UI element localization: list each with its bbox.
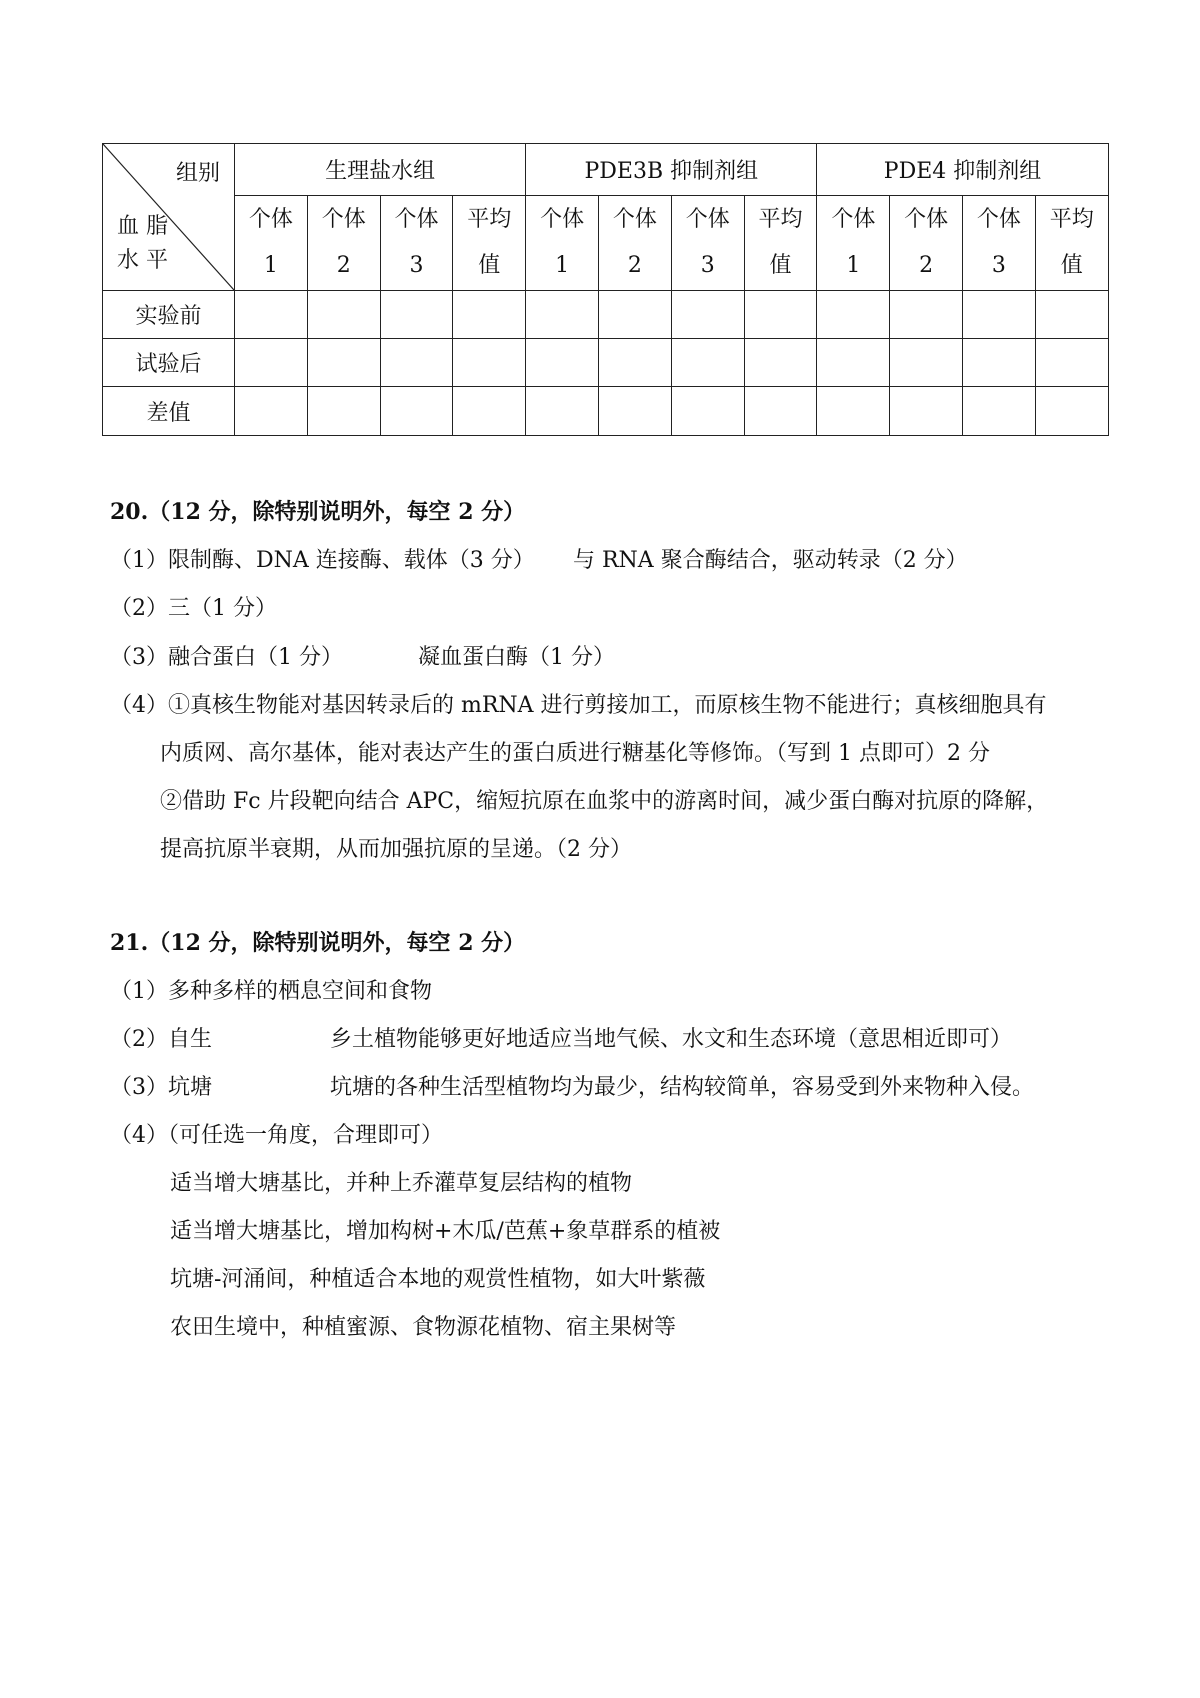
table-cell (526, 291, 599, 339)
table-cell (744, 339, 817, 387)
sub-header-row (103, 196, 1109, 291)
group-header-pde4: PDE4 抑制剂组 (817, 144, 1108, 196)
table-cell (744, 387, 817, 436)
q20-answer-4d: 提高抗原半衰期，从而加强抗原的呈递。（2 分） (160, 837, 632, 862)
table-cell (235, 387, 308, 436)
sub-header-cell: 个体 2 (307, 196, 380, 291)
table-cell (1035, 339, 1108, 387)
table-cell (380, 387, 453, 436)
table-cell (963, 339, 1036, 387)
q21-answer-4: （4）（可任选一角度，合理即可） (110, 1123, 443, 1148)
q20-answer-3a: （3）融合蛋白（1 分） (110, 645, 343, 670)
table-cell (890, 291, 963, 339)
sub-header-cell: 个体 2 (890, 196, 963, 291)
q20-answer-4c: ②借助 Fc 片段靶向结合 APC，缩短抗原在血浆中的游离时间，减少蛋白酶对抗原的降解， (160, 789, 1049, 814)
table-cell (453, 291, 526, 339)
table-corner-cell (103, 144, 235, 291)
table-cell (599, 339, 672, 387)
sub-header-cell: 个体 3 (671, 196, 744, 291)
table-cell (599, 387, 672, 436)
q21-answer-2a: （2）自生 (110, 1027, 212, 1052)
q21-option: 坑塘-河涌间，种植适合本地的观赏性植物，如大叶紫薇 (170, 1267, 706, 1292)
table-cell (453, 387, 526, 436)
sub-header-cell: 个体 2 (599, 196, 672, 291)
table-cell (453, 339, 526, 387)
sub-header-cell: 个体 3 (963, 196, 1036, 291)
table-cell (744, 291, 817, 339)
table-row (103, 291, 1109, 339)
table-cell (526, 387, 599, 436)
table-cell (380, 291, 453, 339)
q20-answer-4a: （4）①真核生物能对基因转录后的 mRNA 进行剪接加工，而原核生物不能进行；真核细胞具有 (110, 693, 1047, 718)
q20-answer-1b: 与 RNA 聚合酶结合，驱动转录（2 分） (573, 548, 968, 573)
sub-header-cell: 平均 值 (453, 196, 526, 291)
q21-answer-2b: 乡土植物能够更好地适应当地气候、水文和生态环境（意思相近即可） (330, 1027, 1013, 1052)
q20-answer-4b: 内质网、高尔基体，能对表达产生的蛋白质进行糖基化等修饰。（写到 1 点即可）2 分 (160, 741, 990, 766)
table-cell (963, 291, 1036, 339)
sub-header-cell: 平均 值 (744, 196, 817, 291)
table-cell (890, 339, 963, 387)
sub-header-cell: 个体 1 (235, 196, 308, 291)
q20-answer-2: （2）三（1 分） (110, 596, 277, 621)
q21-answer-1: （1）多种多样的栖息空间和食物 (110, 979, 432, 1004)
q21-option: 适当增大塘基比，增加构树+木瓜/芭蕉+象草群系的植被 (170, 1219, 721, 1244)
table-cell (526, 339, 599, 387)
q20-answer-1a: （1）限制酶、DNA 连接酶、载体（3 分） (110, 548, 535, 573)
table-cell (307, 387, 380, 436)
table-cell (1035, 387, 1108, 436)
table-cell (671, 339, 744, 387)
corner-group-label: 组别 (175, 161, 220, 186)
table-cell (671, 387, 744, 436)
table-cell (307, 339, 380, 387)
table-cell (817, 339, 890, 387)
table-cell (817, 387, 890, 436)
row-label-difference: 差值 (103, 387, 235, 436)
table-cell (307, 291, 380, 339)
row-label-after: 试验后 (103, 339, 235, 387)
blood-lipid-table (102, 143, 1109, 436)
corner-lipid-label: 血 脂 水 平 (117, 214, 168, 273)
sub-header-cell: 个体 1 (526, 196, 599, 291)
sub-header-cell: 平均 值 (1035, 196, 1108, 291)
sub-header-cell: 个体 3 (380, 196, 453, 291)
sub-header-cell: 个体 1 (817, 196, 890, 291)
table-cell (817, 291, 890, 339)
group-header-saline: 生理盐水组 (235, 144, 526, 196)
row-label-before: 实验前 (103, 291, 235, 339)
table-cell (890, 387, 963, 436)
table-cell (235, 291, 308, 339)
table-cell (599, 291, 672, 339)
q21-answer-3a: （3）坑塘 (110, 1075, 212, 1100)
table-cell (380, 339, 453, 387)
q21-option: 农田生境中，种植蜜源、食物源花植物、宿主果树等 (170, 1315, 677, 1340)
table-cell (963, 387, 1036, 436)
table-row (103, 339, 1109, 387)
q20-answer-3b: 凝血蛋白酶（1 分） (418, 645, 615, 670)
q21-option: 适当增大塘基比，并种上乔灌草复层结构的植物 (170, 1171, 633, 1196)
table-cell (1035, 291, 1108, 339)
group-header-pde3b: PDE3B 抑制剂组 (526, 144, 817, 196)
q21-title: 21.（12 分，除特别说明外，每空 2 分） (110, 930, 526, 956)
table-cell (235, 339, 308, 387)
q21-answer-3b: 坑塘的各种生活型植物均为最少，结构较简单，容易受到外来物种入侵。 (330, 1075, 1035, 1100)
table-cell (671, 291, 744, 339)
table-row (103, 387, 1109, 436)
q20-title: 20.（12 分，除特别说明外，每空 2 分） (110, 499, 526, 525)
